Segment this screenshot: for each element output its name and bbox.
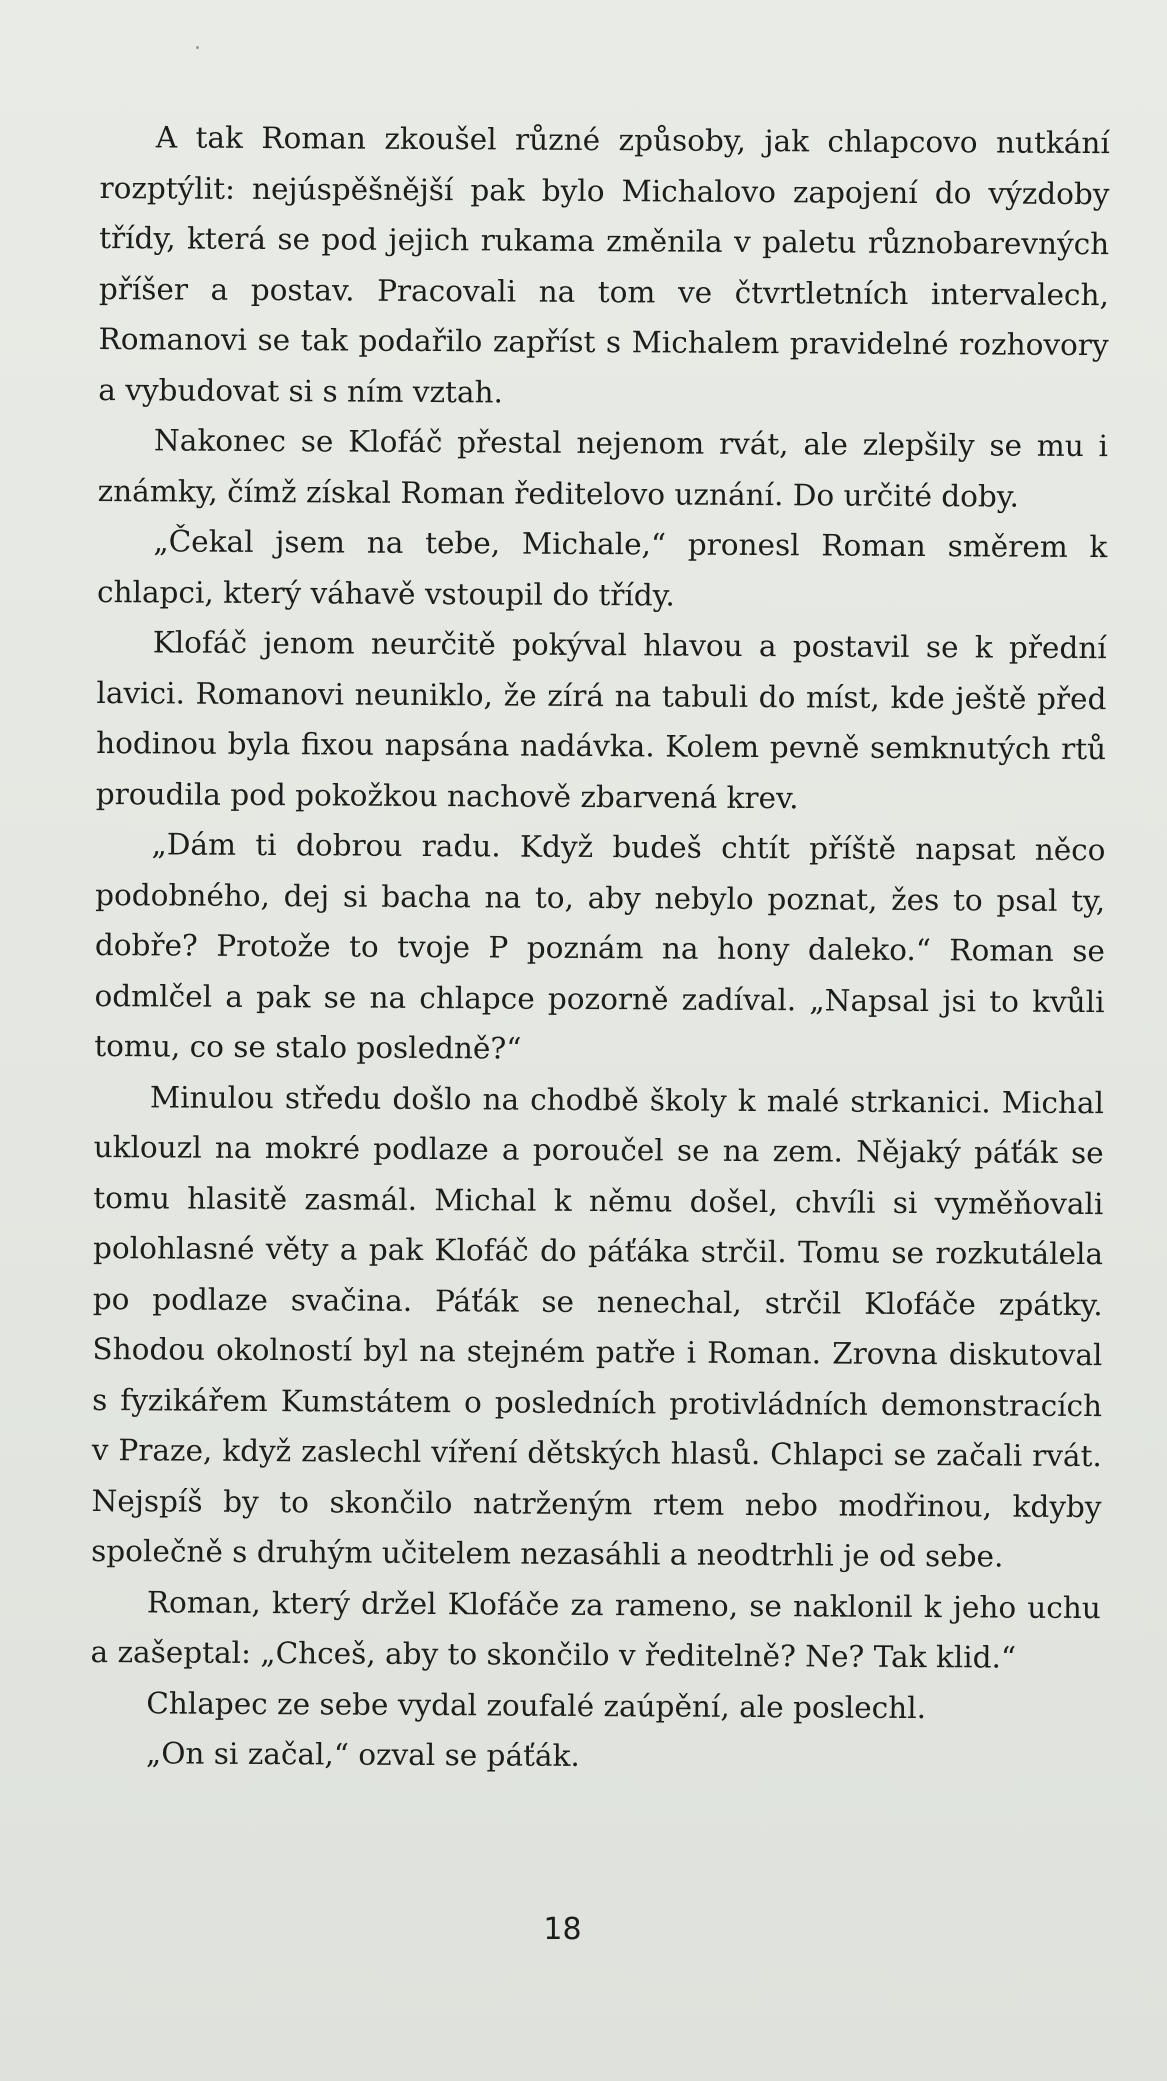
dust-speck: [196, 46, 199, 49]
paragraph: Nakonec se Klofáč přestal nejenom rvát, ale zlepšily se mu i známky, čímž získal Roman ředitelovo uznání. Do určité doby.: [97, 423, 1109, 514]
paragraph: „On si začal,“ ozval se páťák.: [145, 1736, 580, 1773]
paragraph: Chlapec ze sebe vydal zoufalé zaúpění, ale poslechl.: [146, 1685, 927, 1725]
paragraph: Minulou středu došlo na chodbě školy k malé strkanici. Michal uklouzl na mokré podlaze a poroučel se na zem. Nějaký páťák se tomu hlasitě zasmál. Michal k němu došel, chvíli si vyměňovali polohlasné věty a pak Klofáč do páťáka strčil. Tomu se rozkutálela po podlaze svačina. Páťák se nenechal, strčil Klofáče zpátky. Shodou okolností byl na stejném patře i Roman. Zrovna diskutoval s fyzikářem Kumstátem o posledních protivládních demonstracích v Praze, když zaslechl víření dětských hlasů. Chlapci se začali rvát. Nejspíš by to skončilo natrženým rtem nebo modřinou, kdyby společně s druhým učitelem nezasáhli a neodtrhli je od sebe.: [91, 1079, 1105, 1574]
paragraph: Roman, který držel Klofáče za rameno, se naklonil k jeho uchu a zašeptal: „Chceš, aby to skončilo v ředitelně? Ne? Tak klid.“: [90, 1584, 1101, 1675]
body-text: [90, 112, 1110, 1785]
paragraph: A tak Roman zkoušel různé způsoby, jak chlapcovo nutkání rozptýlit: nejúspěšnější pak bylo Michalovo zapojení do výzdoby třídy, která se pod jejich rukama změnila v paletu různobarevných příšer a postav. Pracovali na tom ve čtvrtletních intervalech, Romanovi se tak podařilo zapříst s Michalem pravidelné rozhovory a vybudovat si s ním vztah.: [98, 120, 1110, 409]
paragraph: „Čekal jsem na tebe, Michale,“ pronesl Roman směrem k chlapci, který váhavě vstoupil do třídy.: [96, 524, 1108, 613]
paragraph: Klofáč jenom neurčitě pokýval hlavou a postavil se k přední lavici. Romanovi neuniklo, že zírá na tabuli do míst, kde ještě před hodinou byla fixou napsána nadávka. Kolem pevně semknutých rtů proudila pod pokožkou nachově zbarvená krev.: [95, 625, 1107, 815]
page-number: 18: [543, 1912, 582, 1947]
paragraph: „Dám ti dobrou radu. Když budeš chtít příště napsat něco podobného, dej si bacha na to, aby nebylo poznat, žes to psal ty, dobře? Protože to tvoje P poznám na hony daleko.“ Roman se odmlčel a pak se na chlapce pozorně zadíval. „Napsal jsi to kvůli tomu, co se stalo posledně?“: [94, 827, 1106, 1066]
